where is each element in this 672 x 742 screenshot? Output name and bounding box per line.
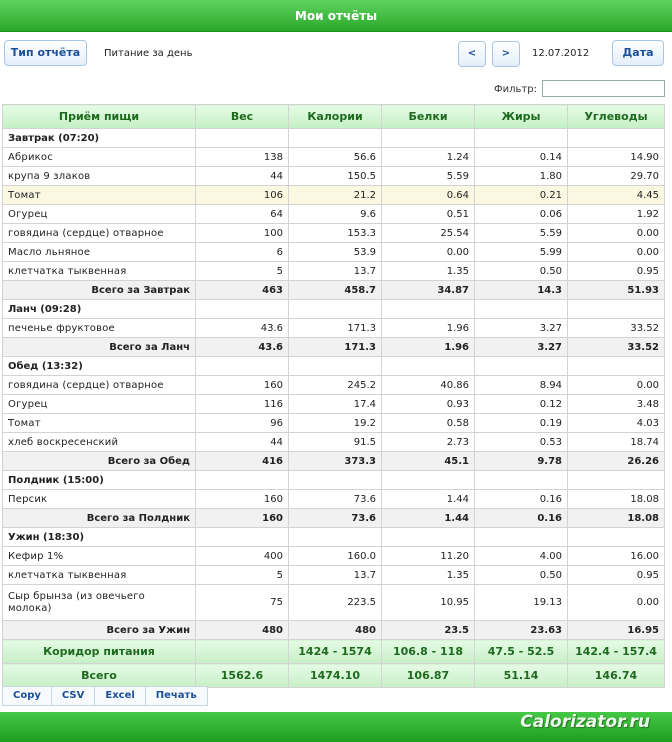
cell-carbs: 4.03	[568, 414, 665, 433]
cell-weight: 138	[196, 148, 289, 167]
cell-protein	[382, 528, 475, 547]
date-picker-button[interactable]: Дата	[612, 40, 664, 66]
cell-weight: 5	[196, 262, 289, 281]
cell-fat: 0.21	[475, 186, 568, 205]
cell-weight: 160	[196, 376, 289, 395]
watermark: Calorizator.ru	[520, 712, 650, 732]
table-row[interactable]	[3, 224, 665, 243]
column-header-weight[interactable]: Вес	[196, 105, 289, 129]
cell-calories: 73.6	[289, 509, 382, 528]
cell-name: Всего за Завтрак	[3, 281, 196, 300]
copy-button[interactable]: Copy	[2, 686, 52, 706]
print-button[interactable]: Печать	[145, 686, 208, 706]
cell-fat: 47.5 - 52.5	[475, 640, 568, 664]
cell-calories	[289, 528, 382, 547]
cell-calories: 223.5	[289, 585, 382, 621]
cell-fat: 9.78	[475, 452, 568, 471]
table-row[interactable]	[3, 395, 665, 414]
cell-calories: 480	[289, 621, 382, 640]
cell-fat: 0.06	[475, 205, 568, 224]
cell-protein	[382, 300, 475, 319]
cell-protein: 1.96	[382, 338, 475, 357]
cell-calories: 458.7	[289, 281, 382, 300]
meal-header-row	[3, 357, 665, 376]
cell-protein: 2.73	[382, 433, 475, 452]
cell-name: Завтрак (07:20)	[3, 129, 196, 148]
cell-protein: 0.58	[382, 414, 475, 433]
cell-name: Всего за Ланч	[3, 338, 196, 357]
cell-fat: 8.94	[475, 376, 568, 395]
cell-fat: 23.63	[475, 621, 568, 640]
cell-fat	[475, 129, 568, 148]
cell-carbs	[568, 129, 665, 148]
cell-fat: 4.00	[475, 547, 568, 566]
cell-fat	[475, 471, 568, 490]
cell-weight: 64	[196, 205, 289, 224]
cell-calories: 53.9	[289, 243, 382, 262]
table-row[interactable]	[3, 547, 665, 566]
cell-name: Абрикос	[3, 148, 196, 167]
table-row[interactable]	[3, 148, 665, 167]
previous-day-button[interactable]: <	[458, 41, 486, 67]
cell-protein: 1.44	[382, 490, 475, 509]
cell-fat: 14.3	[475, 281, 568, 300]
cell-weight	[196, 528, 289, 547]
cell-fat: 0.19	[475, 414, 568, 433]
cell-weight	[196, 129, 289, 148]
excel-button[interactable]: Excel	[94, 686, 145, 706]
report-title: Питание за день	[104, 48, 193, 59]
cell-name: Всего за Полдник	[3, 509, 196, 528]
subtotal-row	[3, 452, 665, 471]
meal-header-row	[3, 300, 665, 319]
table-row[interactable]	[3, 585, 665, 621]
cell-calories: 373.3	[289, 452, 382, 471]
cell-name: говядина (сердце) отварное	[3, 224, 196, 243]
cell-calories	[289, 129, 382, 148]
total-row	[3, 664, 665, 688]
cell-protein: 0.93	[382, 395, 475, 414]
cell-protein: 40.86	[382, 376, 475, 395]
table-row[interactable]	[3, 566, 665, 585]
cell-carbs: 16.00	[568, 547, 665, 566]
cell-protein: 1.35	[382, 262, 475, 281]
cell-protein	[382, 471, 475, 490]
cell-weight: 1562.6	[196, 664, 289, 688]
cell-carbs: 33.52	[568, 319, 665, 338]
cell-calories: 19.2	[289, 414, 382, 433]
column-header-fat[interactable]: Жиры	[475, 105, 568, 129]
cell-name: Всего за Обед	[3, 452, 196, 471]
cell-weight: 463	[196, 281, 289, 300]
cell-carbs: 18.08	[568, 490, 665, 509]
cell-calories: 245.2	[289, 376, 382, 395]
cell-protein: 34.87	[382, 281, 475, 300]
cell-weight: 416	[196, 452, 289, 471]
cell-calories	[289, 471, 382, 490]
cell-fat: 19.13	[475, 585, 568, 621]
cell-protein: 23.5	[382, 621, 475, 640]
cell-fat: 0.16	[475, 509, 568, 528]
cell-calories: 9.6	[289, 205, 382, 224]
subtotal-row	[3, 338, 665, 357]
cell-protein: 1.96	[382, 319, 475, 338]
subtotal-row	[3, 621, 665, 640]
cell-calories: 171.3	[289, 338, 382, 357]
cell-protein: 11.20	[382, 547, 475, 566]
cell-name: Огурец	[3, 205, 196, 224]
table-row[interactable]	[3, 186, 665, 205]
cell-weight: 75	[196, 585, 289, 621]
cell-calories: 150.5	[289, 167, 382, 186]
cell-name: Всего за Ужин	[3, 621, 196, 640]
cell-fat: 3.27	[475, 319, 568, 338]
cell-carbs: 142.4 - 157.4	[568, 640, 665, 664]
cell-fat	[475, 528, 568, 547]
meal-header-row	[3, 528, 665, 547]
cell-name: Томат	[3, 414, 196, 433]
cell-weight	[196, 471, 289, 490]
current-date: 12.07.2012	[532, 48, 590, 59]
cell-weight	[196, 640, 289, 664]
cell-name: Обед (13:32)	[3, 357, 196, 376]
table-row[interactable]	[3, 490, 665, 509]
cell-weight: 6	[196, 243, 289, 262]
cell-name: Ужин (18:30)	[3, 528, 196, 547]
table-row[interactable]	[3, 319, 665, 338]
cell-weight	[196, 357, 289, 376]
cell-weight: 100	[196, 224, 289, 243]
cell-name: Ланч (09:28)	[3, 300, 196, 319]
cell-fat: 0.53	[475, 433, 568, 452]
cell-weight	[196, 300, 289, 319]
cell-weight: 96	[196, 414, 289, 433]
cell-weight: 44	[196, 433, 289, 452]
cell-name: хлеб воскресенский	[3, 433, 196, 452]
cell-fat	[475, 300, 568, 319]
cell-name: Всего	[3, 664, 196, 688]
subtotal-row	[3, 509, 665, 528]
cell-name: Масло льняное	[3, 243, 196, 262]
export-toolbar	[2, 686, 207, 706]
cell-protein: 1.24	[382, 148, 475, 167]
cell-name: клетчатка тыквенная	[3, 262, 196, 281]
cell-carbs	[568, 357, 665, 376]
cell-fat: 0.50	[475, 566, 568, 585]
cell-protein: 0.00	[382, 243, 475, 262]
cell-calories: 17.4	[289, 395, 382, 414]
window-title: Мои отчёты	[0, 0, 672, 32]
table-header-row	[3, 105, 665, 129]
cell-weight: 43.6	[196, 338, 289, 357]
cell-carbs	[568, 528, 665, 547]
table-row[interactable]	[3, 167, 665, 186]
cell-name: Томат	[3, 186, 196, 205]
cell-carbs	[568, 471, 665, 490]
cell-calories: 1474.10	[289, 664, 382, 688]
table-row[interactable]	[3, 376, 665, 395]
cell-fat: 1.80	[475, 167, 568, 186]
cell-name: Огурец	[3, 395, 196, 414]
cell-calories	[289, 357, 382, 376]
cell-fat: 51.14	[475, 664, 568, 688]
cell-name: клетчатка тыквенная	[3, 566, 196, 585]
cell-carbs: 29.70	[568, 167, 665, 186]
cell-protein: 25.54	[382, 224, 475, 243]
cell-weight: 106	[196, 186, 289, 205]
cell-calories: 13.7	[289, 566, 382, 585]
cell-carbs: 26.26	[568, 452, 665, 471]
cell-fat	[475, 357, 568, 376]
cell-name: Коридор питания	[3, 640, 196, 664]
cell-protein	[382, 357, 475, 376]
cell-protein: 106.8 - 118	[382, 640, 475, 664]
table-row[interactable]	[3, 433, 665, 452]
cell-calories: 21.2	[289, 186, 382, 205]
filter-input[interactable]	[542, 80, 665, 97]
cell-name: Кефир 1%	[3, 547, 196, 566]
cell-fat: 0.16	[475, 490, 568, 509]
cell-protein: 5.59	[382, 167, 475, 186]
table-row[interactable]	[3, 243, 665, 262]
cell-protein: 106.87	[382, 664, 475, 688]
cell-name: Персик	[3, 490, 196, 509]
cell-fat: 5.99	[475, 243, 568, 262]
cell-carbs	[568, 300, 665, 319]
cell-carbs: 4.45	[568, 186, 665, 205]
cell-protein: 10.95	[382, 585, 475, 621]
filter-label: Фильтр:	[494, 84, 537, 95]
subtotal-row	[3, 281, 665, 300]
cell-fat: 0.14	[475, 148, 568, 167]
cell-calories: 160.0	[289, 547, 382, 566]
cell-carbs: 1.92	[568, 205, 665, 224]
cell-name: Полдник (15:00)	[3, 471, 196, 490]
cell-carbs: 146.74	[568, 664, 665, 688]
cell-protein: 45.1	[382, 452, 475, 471]
cell-calories: 153.3	[289, 224, 382, 243]
cell-carbs: 14.90	[568, 148, 665, 167]
corridor-row	[3, 640, 665, 664]
meal-header-row	[3, 471, 665, 490]
cell-weight: 43.6	[196, 319, 289, 338]
cell-carbs: 18.74	[568, 433, 665, 452]
cell-carbs: 18.08	[568, 509, 665, 528]
report-toolbar	[0, 32, 672, 104]
cell-weight: 116	[196, 395, 289, 414]
cell-protein	[382, 129, 475, 148]
column-header-meal[interactable]: Приём пищи	[3, 105, 196, 129]
cell-name: печенье фруктовое	[3, 319, 196, 338]
cell-carbs: 0.00	[568, 243, 665, 262]
cell-weight: 160	[196, 490, 289, 509]
next-day-button[interactable]: >	[492, 41, 520, 67]
cell-weight: 5	[196, 566, 289, 585]
cell-carbs: 0.00	[568, 224, 665, 243]
cell-calories: 171.3	[289, 319, 382, 338]
cell-weight: 400	[196, 547, 289, 566]
cell-calories: 1424 - 1574	[289, 640, 382, 664]
cell-fat: 0.50	[475, 262, 568, 281]
cell-name: говядина (сердце) отварное	[3, 376, 196, 395]
cell-fat: 5.59	[475, 224, 568, 243]
nutrition-report-table	[2, 104, 665, 688]
cell-name: Сыр брынза (из овечьего молока)	[3, 585, 196, 621]
cell-protein: 0.51	[382, 205, 475, 224]
table-row[interactable]	[3, 414, 665, 433]
cell-carbs: 0.95	[568, 262, 665, 281]
column-header-protein[interactable]: Белки	[382, 105, 475, 129]
table-body	[3, 129, 665, 688]
cell-protein: 1.44	[382, 509, 475, 528]
cell-protein: 0.64	[382, 186, 475, 205]
table-row[interactable]	[3, 205, 665, 224]
report-type-button[interactable]: Тип отчёта	[4, 40, 87, 66]
cell-calories: 73.6	[289, 490, 382, 509]
cell-carbs: 51.93	[568, 281, 665, 300]
cell-weight: 160	[196, 509, 289, 528]
cell-calories	[289, 300, 382, 319]
cell-carbs: 16.95	[568, 621, 665, 640]
cell-carbs: 0.95	[568, 566, 665, 585]
column-header-carbs[interactable]: Углеводы	[568, 105, 665, 129]
cell-protein: 1.35	[382, 566, 475, 585]
cell-calories: 13.7	[289, 262, 382, 281]
cell-carbs: 3.48	[568, 395, 665, 414]
cell-calories: 56.6	[289, 148, 382, 167]
cell-name: крупа 9 злаков	[3, 167, 196, 186]
cell-fat: 3.27	[475, 338, 568, 357]
cell-carbs: 0.00	[568, 585, 665, 621]
cell-weight: 44	[196, 167, 289, 186]
cell-fat: 0.12	[475, 395, 568, 414]
cell-carbs: 33.52	[568, 338, 665, 357]
cell-weight: 480	[196, 621, 289, 640]
table-row[interactable]	[3, 262, 665, 281]
csv-button[interactable]: CSV	[51, 686, 95, 706]
cell-carbs: 0.00	[568, 376, 665, 395]
cell-calories: 91.5	[289, 433, 382, 452]
meal-header-row	[3, 129, 665, 148]
column-header-calories[interactable]: Калории	[289, 105, 382, 129]
